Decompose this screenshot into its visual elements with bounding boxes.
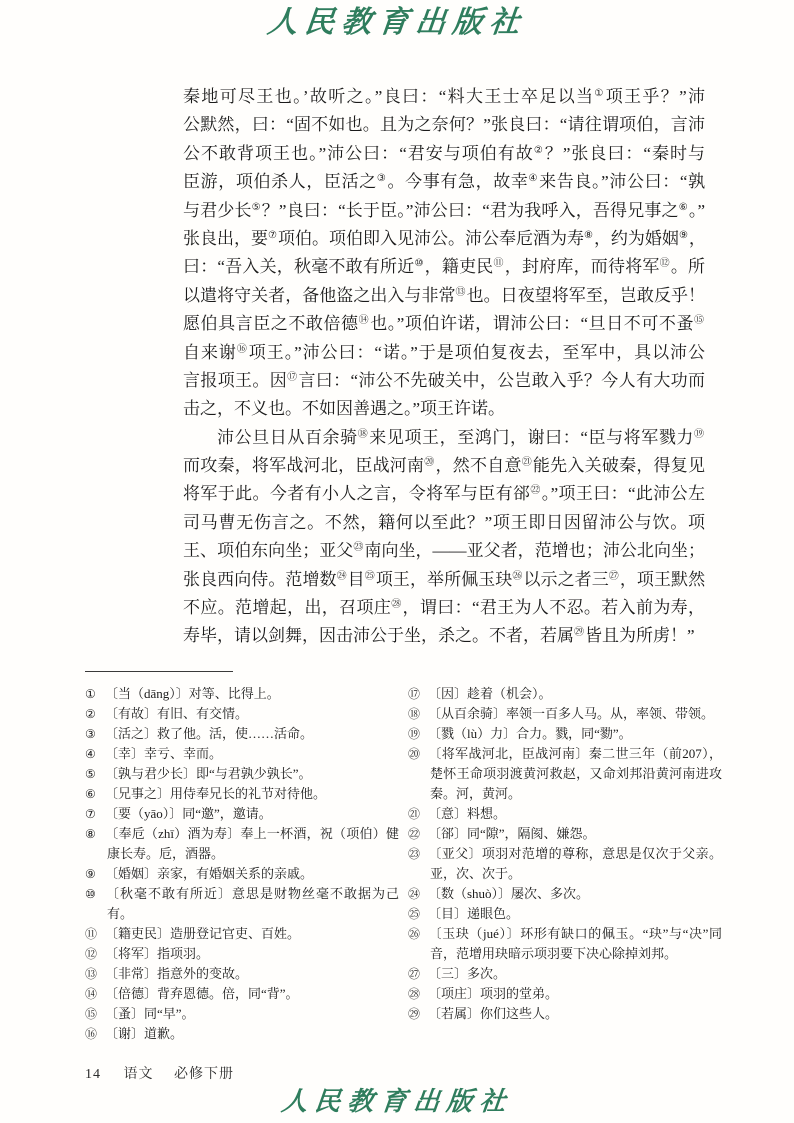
note-ref: ⑬ <box>455 286 466 298</box>
footnote-item <box>408 1004 722 1024</box>
note-ref: ⑲ <box>694 428 705 440</box>
page-number: 14 <box>85 1067 101 1082</box>
text-line: 臣游，项伯杀人，臣活之③。今事有急，故幸④来告良。”沛公曰：“孰 <box>183 172 706 192</box>
footnote-text: 〔三〕多次。 <box>428 966 507 981</box>
footnote-marker: ⑦ <box>85 807 96 821</box>
footnote-item <box>85 744 399 764</box>
note-ref: ⑥ <box>678 201 688 213</box>
footnote-marker: ⑯ <box>85 1027 98 1041</box>
text-line: 公默然，曰：“固不如也。且为之奈何？”张良曰：“请往谓项伯，言沛 <box>183 115 705 135</box>
footnote-text: 〔项庄〕项羽的堂弟。 <box>428 986 559 1001</box>
footnote-item <box>408 804 722 824</box>
footnote-text: 〔郤〕同“隙”，隔阂、嫌怨。 <box>428 826 596 841</box>
footnote-marker: ⑨ <box>85 867 96 881</box>
text-line: 秦地可尽王也。’故听之。”良曰：“料大王士卒足以当①项王乎？”沛 <box>183 87 705 106</box>
footnote-text: 〔亚父〕项羽对范增的尊称，意思是仅次于父亲。亚，次、次于。 <box>428 846 722 881</box>
footer-volume: 必修下册 <box>174 1067 234 1082</box>
footnote-item <box>408 844 722 884</box>
footnote-item <box>85 1004 399 1024</box>
footnote-item <box>85 944 399 964</box>
footnotes-right-column <box>408 684 722 1024</box>
footnote-marker: ⑤ <box>85 767 96 781</box>
footnote-item <box>85 964 399 984</box>
footnote-text: 〔要（yāo）〕同“邀”，邀请。 <box>105 806 272 821</box>
footnote-text: 〔谢〕道歉。 <box>105 1026 184 1041</box>
footnote-text: 〔当（dāng）〕对等、比得上。 <box>105 686 280 701</box>
footnote-marker: ③ <box>85 727 96 741</box>
footnote-item <box>85 764 399 784</box>
footnote-item <box>85 704 399 724</box>
footnote-item <box>85 824 399 864</box>
footnote-text: 〔非常〕指意外的变故。 <box>105 966 249 981</box>
footnote-item <box>408 964 722 984</box>
footer-subject: 语文 <box>123 1067 154 1082</box>
text-line: 寿毕，请以剑舞，因击沛公于坐，杀之。不者，若属$^㉙$皆且为所虏！” <box>183 626 695 646</box>
footnote-item <box>408 744 722 804</box>
footnote-marker: ㉔ <box>408 887 421 901</box>
footnote-item <box>85 864 399 884</box>
note-ref: ㉖ <box>512 570 523 582</box>
footnote-item <box>85 984 399 1004</box>
text-line: 张良出，要⑦项伯。项伯即入见沛公。沛公奉卮酒为寿⑧，约为婚姻⑨， <box>183 228 706 248</box>
page-footer <box>85 1063 234 1083</box>
footnote-text: 〔将军〕指项羽。 <box>105 946 210 961</box>
footnote-item <box>408 904 722 924</box>
note-ref: ㉕ <box>364 570 375 582</box>
note-ref: ⑪ <box>493 258 504 270</box>
note-ref: ⑱ <box>357 428 369 440</box>
text-line: 愿伯具言臣之不敢倍德⑭也。”项伯许诺，谓沛公曰：“旦日不可不蚤⑮ <box>183 314 705 334</box>
footnote-text: 〔奉卮（zhī）酒为寿〕奉上一杯酒，祝（项伯）健康长寿。卮，酒器。 <box>105 826 399 861</box>
footnote-text: 〔蚤〕同“早”。 <box>105 1006 195 1021</box>
footnote-item <box>85 1024 399 1044</box>
footnote-item <box>85 884 399 924</box>
text-line: 王、项伯东向坐；亚父$^㉓$南向坐，——亚父者，范增也；沛公北向坐； <box>183 541 706 561</box>
footnote-marker: ㉑ <box>408 807 421 821</box>
footnote-text: 〔从百余骑〕率领一百多人马。从，率领、带领。 <box>428 706 715 721</box>
footnote-text: 〔有故〕有旧、有交情。 <box>105 706 249 721</box>
text-line: 沛公旦日从百余骑⑱来见项王，至鸿门，谢曰：“臣与将军戮力⑲ <box>217 427 705 447</box>
publisher-logo-top: 人民教育出版社 <box>265 5 529 40</box>
text-line: 张良西向侍。范增数$^㉔$目$^㉕$项王，举所佩玉玦$^㉖$以示之者三$^㉗$，项王默然 <box>183 569 706 589</box>
footnote-marker: ⑥ <box>85 787 96 801</box>
note-ref: ㉒ <box>530 485 541 497</box>
footnote-text: 〔目〕递眼色。 <box>428 906 520 921</box>
footnote-marker: ㉘ <box>408 987 421 1001</box>
footnote-marker: ㉙ <box>408 1007 421 1021</box>
footnotes-left-column <box>85 684 399 1044</box>
note-ref: ㉔ <box>336 570 347 582</box>
footnote-text: 〔幸〕幸亏、幸而。 <box>105 746 223 761</box>
footnote-text: 〔将军战河北，臣战河南〕秦二世三年（前207），楚怀王命项羽渡黄河救赵，又命刘邦沿黄河南进攻秦。河，黄河。 <box>428 746 722 801</box>
footnote-marker: ⑩ <box>85 887 96 901</box>
footnote-separator <box>85 671 233 672</box>
note-ref: ② <box>533 144 544 156</box>
note-ref: ⑫ <box>659 258 670 270</box>
note-ref: ① <box>594 88 605 99</box>
note-ref: ⑭ <box>358 315 370 327</box>
text-line: 自来谢⑯项王。”沛公曰：“诺。”于是项伯复夜去，至军中，具以沛公 <box>183 342 706 362</box>
footnote-marker: ⑧ <box>85 827 96 841</box>
note-ref: ⑤ <box>251 201 261 213</box>
footnote-item <box>408 684 722 704</box>
footnote-text: 〔玉玦（jué）〕环形有缺口的佩玉。“玦”与“决”同音，范增用玦暗示项羽要下决心除掉刘邦。 <box>428 926 722 961</box>
footnote-item <box>408 824 722 844</box>
note-ref: ⑨ <box>678 229 688 241</box>
footnote-item <box>85 804 399 824</box>
publisher-logo-bottom: 人民教育出版社 <box>279 1087 515 1117</box>
footnote-text: 〔秋毫不敢有所近〕意思是财物丝毫不敢据为己有。 <box>105 886 399 921</box>
footnote-text: 〔若属〕你们这些人。 <box>428 1006 559 1021</box>
footnote-marker: ㉖ <box>408 927 421 941</box>
footnote-marker: ㉗ <box>408 967 421 981</box>
footnote-text: 〔活之〕救了他。活，使……活命。 <box>105 726 314 741</box>
footnote-marker: ② <box>85 707 96 721</box>
footnote-text: 〔兄事之〕用侍奉兄长的礼节对待他。 <box>105 786 327 801</box>
footnote-marker: ④ <box>85 747 96 761</box>
text-line: 将军于此。今者有小人之言，令将军与臣有郤$^㉒$。”项王曰：“此沛公左 <box>183 484 706 504</box>
footnote-marker: ㉒ <box>408 827 421 841</box>
footnote-item <box>85 924 399 944</box>
text-line: 不应。范增起，出，召项庄$^㉘$，谓曰：“君王为人不忍。若入前为寿， <box>183 598 706 618</box>
footnote-marker: ⑪ <box>85 927 98 941</box>
text-line: 与君少长⑤？”良曰：“长于臣。”沛公曰：“君为我呼入，吾得兄事之⑥。” <box>183 200 706 220</box>
footnote-item <box>85 684 399 704</box>
footnote-marker: ㉕ <box>408 907 421 921</box>
note-ref: ⑩ <box>414 258 424 270</box>
text-line: 击之，不义也。不如因善遇之。”项王许诺。 <box>183 399 506 419</box>
footnote-item <box>408 984 722 1004</box>
footnote-item <box>85 784 399 804</box>
note-ref: ㉙ <box>574 627 584 639</box>
footnote-item <box>408 884 722 904</box>
text-line: 司马曹无伤言之。不然，籍何以至此？”项王即日因留沛公与饮。项 <box>183 512 705 532</box>
note-ref: ⑰ <box>287 371 298 383</box>
footnote-item <box>85 724 399 744</box>
footnote-marker: ⑱ <box>408 707 421 721</box>
footnote-marker: ⑬ <box>85 967 98 981</box>
footnote-text: 〔因〕趁着（机会）。 <box>428 686 552 701</box>
note-ref: ④ <box>528 173 539 185</box>
footnote-item <box>408 704 722 724</box>
footnote-marker: ⑮ <box>85 1007 98 1021</box>
text-line: 而攻秦，将军战河北，臣战河南⑳，然不自意$^㉑$能先入关破秦，得复见 <box>183 456 706 476</box>
footnote-text: 〔戮（lù）力〕合力。戮，同“勠”。 <box>428 726 632 741</box>
note-ref: ⑮ <box>694 315 705 327</box>
footnote-text: 〔婚姻〕亲家，有婚姻关系的亲戚。 <box>105 866 314 881</box>
note-ref: ㉑ <box>521 457 532 469</box>
footnote-text: 〔籍吏民〕造册登记官吏、百姓。 <box>105 926 301 941</box>
footnote-marker: ㉓ <box>408 847 421 861</box>
note-ref: ⑦ <box>268 229 277 241</box>
footnote-text: 〔数（shuò）〕屡次、多次。 <box>428 886 590 901</box>
note-ref: ⑳ <box>424 457 435 469</box>
footnote-marker: ⑲ <box>408 727 421 741</box>
footnote-text: 〔孰与君少长〕即“与君孰少孰长”。 <box>105 766 312 781</box>
note-ref: ⑧ <box>583 229 593 241</box>
footnote-marker: ① <box>85 687 96 701</box>
note-ref: ㉘ <box>391 599 402 611</box>
text-line: 公不敢背项王也。”沛公曰：“君安与项伯有故②？”张良曰：“秦时与 <box>183 143 706 163</box>
text-line: 曰：“吾入关，秋毫不敢有所近⑩，籍吏民⑪，封府库，而待将军⑫。所 <box>183 257 706 277</box>
footnote-marker: ⑭ <box>85 987 98 1001</box>
footnote-marker: ⑳ <box>408 747 421 761</box>
main-text <box>183 83 705 651</box>
footnote-marker: ⑫ <box>85 947 98 961</box>
footnote-item <box>408 924 722 964</box>
footnote-text: 〔意〕料想。 <box>428 806 507 821</box>
text-line: 言报项王。因⑰言曰：“沛公不先破关中，公岂敢入乎？今人有大功而 <box>183 370 706 390</box>
footnote-text: 〔倍德〕背弃恩德。倍，同“背”。 <box>105 986 299 1001</box>
note-ref: ⑯ <box>236 343 248 355</box>
note-ref: ㉗ <box>608 570 619 582</box>
note-ref: ㉓ <box>353 542 364 554</box>
text-line: 以遣将守关者，备他盗之出入与非常⑬也。日夜望将军至，岂敢反乎！ <box>183 285 706 305</box>
footnote-marker: ⑰ <box>408 687 421 701</box>
footnote-item <box>408 724 722 744</box>
note-ref: ③ <box>376 173 387 185</box>
